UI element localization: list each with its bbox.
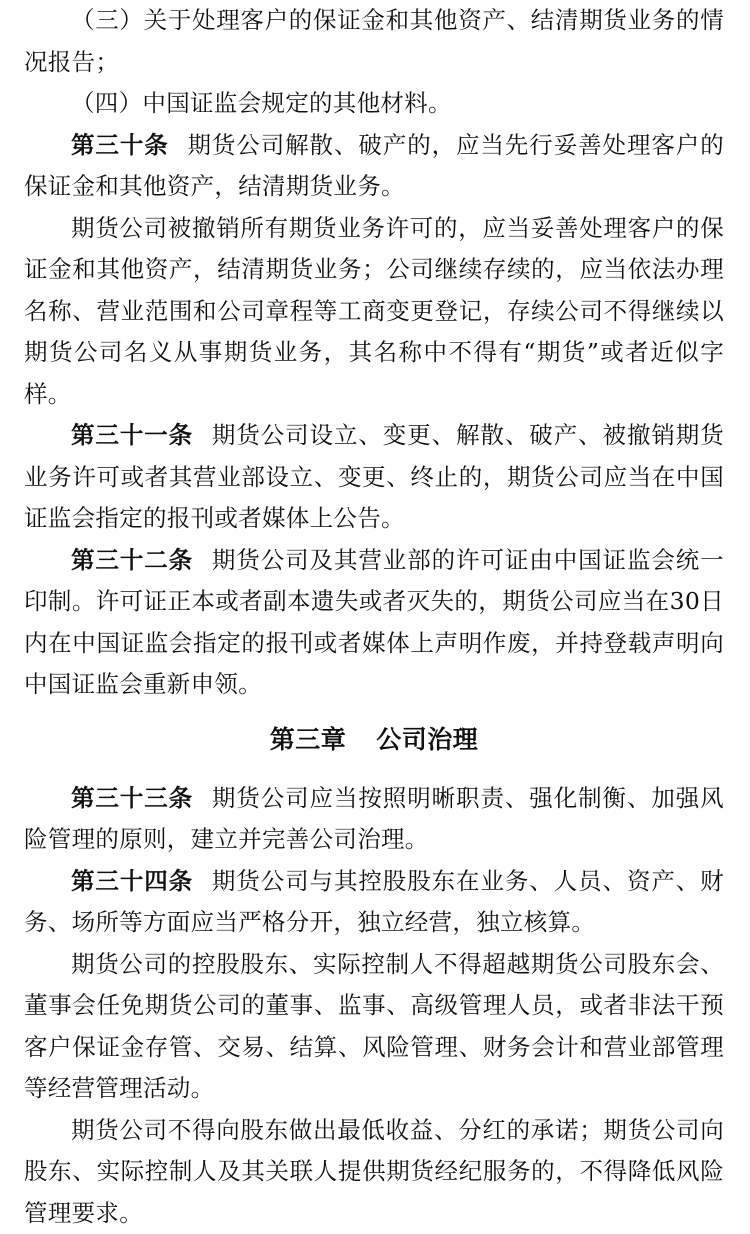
article-34 <box>24 861 724 944</box>
paragraph-text: （四）中国证监会规定的其他材料。 <box>71 89 452 117</box>
paragraph-text: 期货公司解散、破产的，应当先行妥善处理客户的保证金和其他资产，结清期货业务。 <box>24 131 724 201</box>
article-31 <box>24 415 724 540</box>
article-number: 第三十二条 <box>71 546 193 574</box>
article-number: 第三十条 <box>71 131 169 159</box>
article-34-paragraph-2 <box>24 944 724 1110</box>
paragraph-text: 期货公司及其营业部的许可证由中国证监会统一印制。许可证正本或者副本遗失或者灭失的，期货公司应当在30日内在中国证监会指定的报刊或者媒体上声明作废，并持登载声明向中国证监会重新申领。 <box>24 546 724 699</box>
article-number: 第三十四条 <box>71 867 193 895</box>
article-30 <box>24 125 724 208</box>
chapter-heading <box>24 720 724 760</box>
paragraph-text: 期货公司的控股股东、实际控制人不得超越期货公司股东会、董事会任免期货公司的董事、监事、高级管理人员，或者非法干预客户保证金存管、交易、结算、风险管理、财务会计和营业部管理等经营管理活动。 <box>24 950 724 1103</box>
paragraph-text: 期货公司应当按照明晰职责、强化制衡、加强风险管理的原则，建立并完善公司治理。 <box>24 784 724 854</box>
chapter-title: 公司治理 <box>376 725 478 754</box>
paragraph-item-3 <box>24 0 724 83</box>
document-page <box>24 0 724 1234</box>
paragraph-text: 期货公司不得向股东做出最低收益、分红的承诺；期货公司向股东、实际控制人及其关联人提供期货经纪服务的，不得降低风险管理要求。 <box>24 1116 724 1227</box>
paragraph-text: 期货公司设立、变更、解散、破产、被撤销期货业务许可或者其营业部设立、变更、终止的，期货公司应当在中国证监会指定的报刊或者媒体上公告。 <box>24 421 724 532</box>
chapter-number: 第三章 <box>270 725 347 754</box>
article-number: 第三十一条 <box>71 421 193 449</box>
paragraph-item-4 <box>24 83 724 125</box>
article-30-paragraph-2 <box>24 208 724 416</box>
paragraph-text: （三）关于处理客户的保证金和其他资产、结清期货业务的情况报告； <box>24 6 724 76</box>
paragraph-text: 期货公司被撤销所有期货业务许可的，应当妥善处理客户的保证金和其他资产，结清期货业务；公司继续存续的，应当依法办理名称、营业范围和公司章程等工商变更登记，存续公司不得继续以期货公司名义从事期货业务，其名称中不得有“期货”或者近似字样。 <box>24 214 724 408</box>
article-33 <box>24 778 724 861</box>
article-34-paragraph-3 <box>24 1110 724 1234</box>
paragraph-text: 期货公司与其控股股东在业务、人员、资产、财务、场所等方面应当严格分开，独立经营，独立核算。 <box>24 867 724 937</box>
article-32 <box>24 540 724 706</box>
article-number: 第三十三条 <box>71 784 193 812</box>
